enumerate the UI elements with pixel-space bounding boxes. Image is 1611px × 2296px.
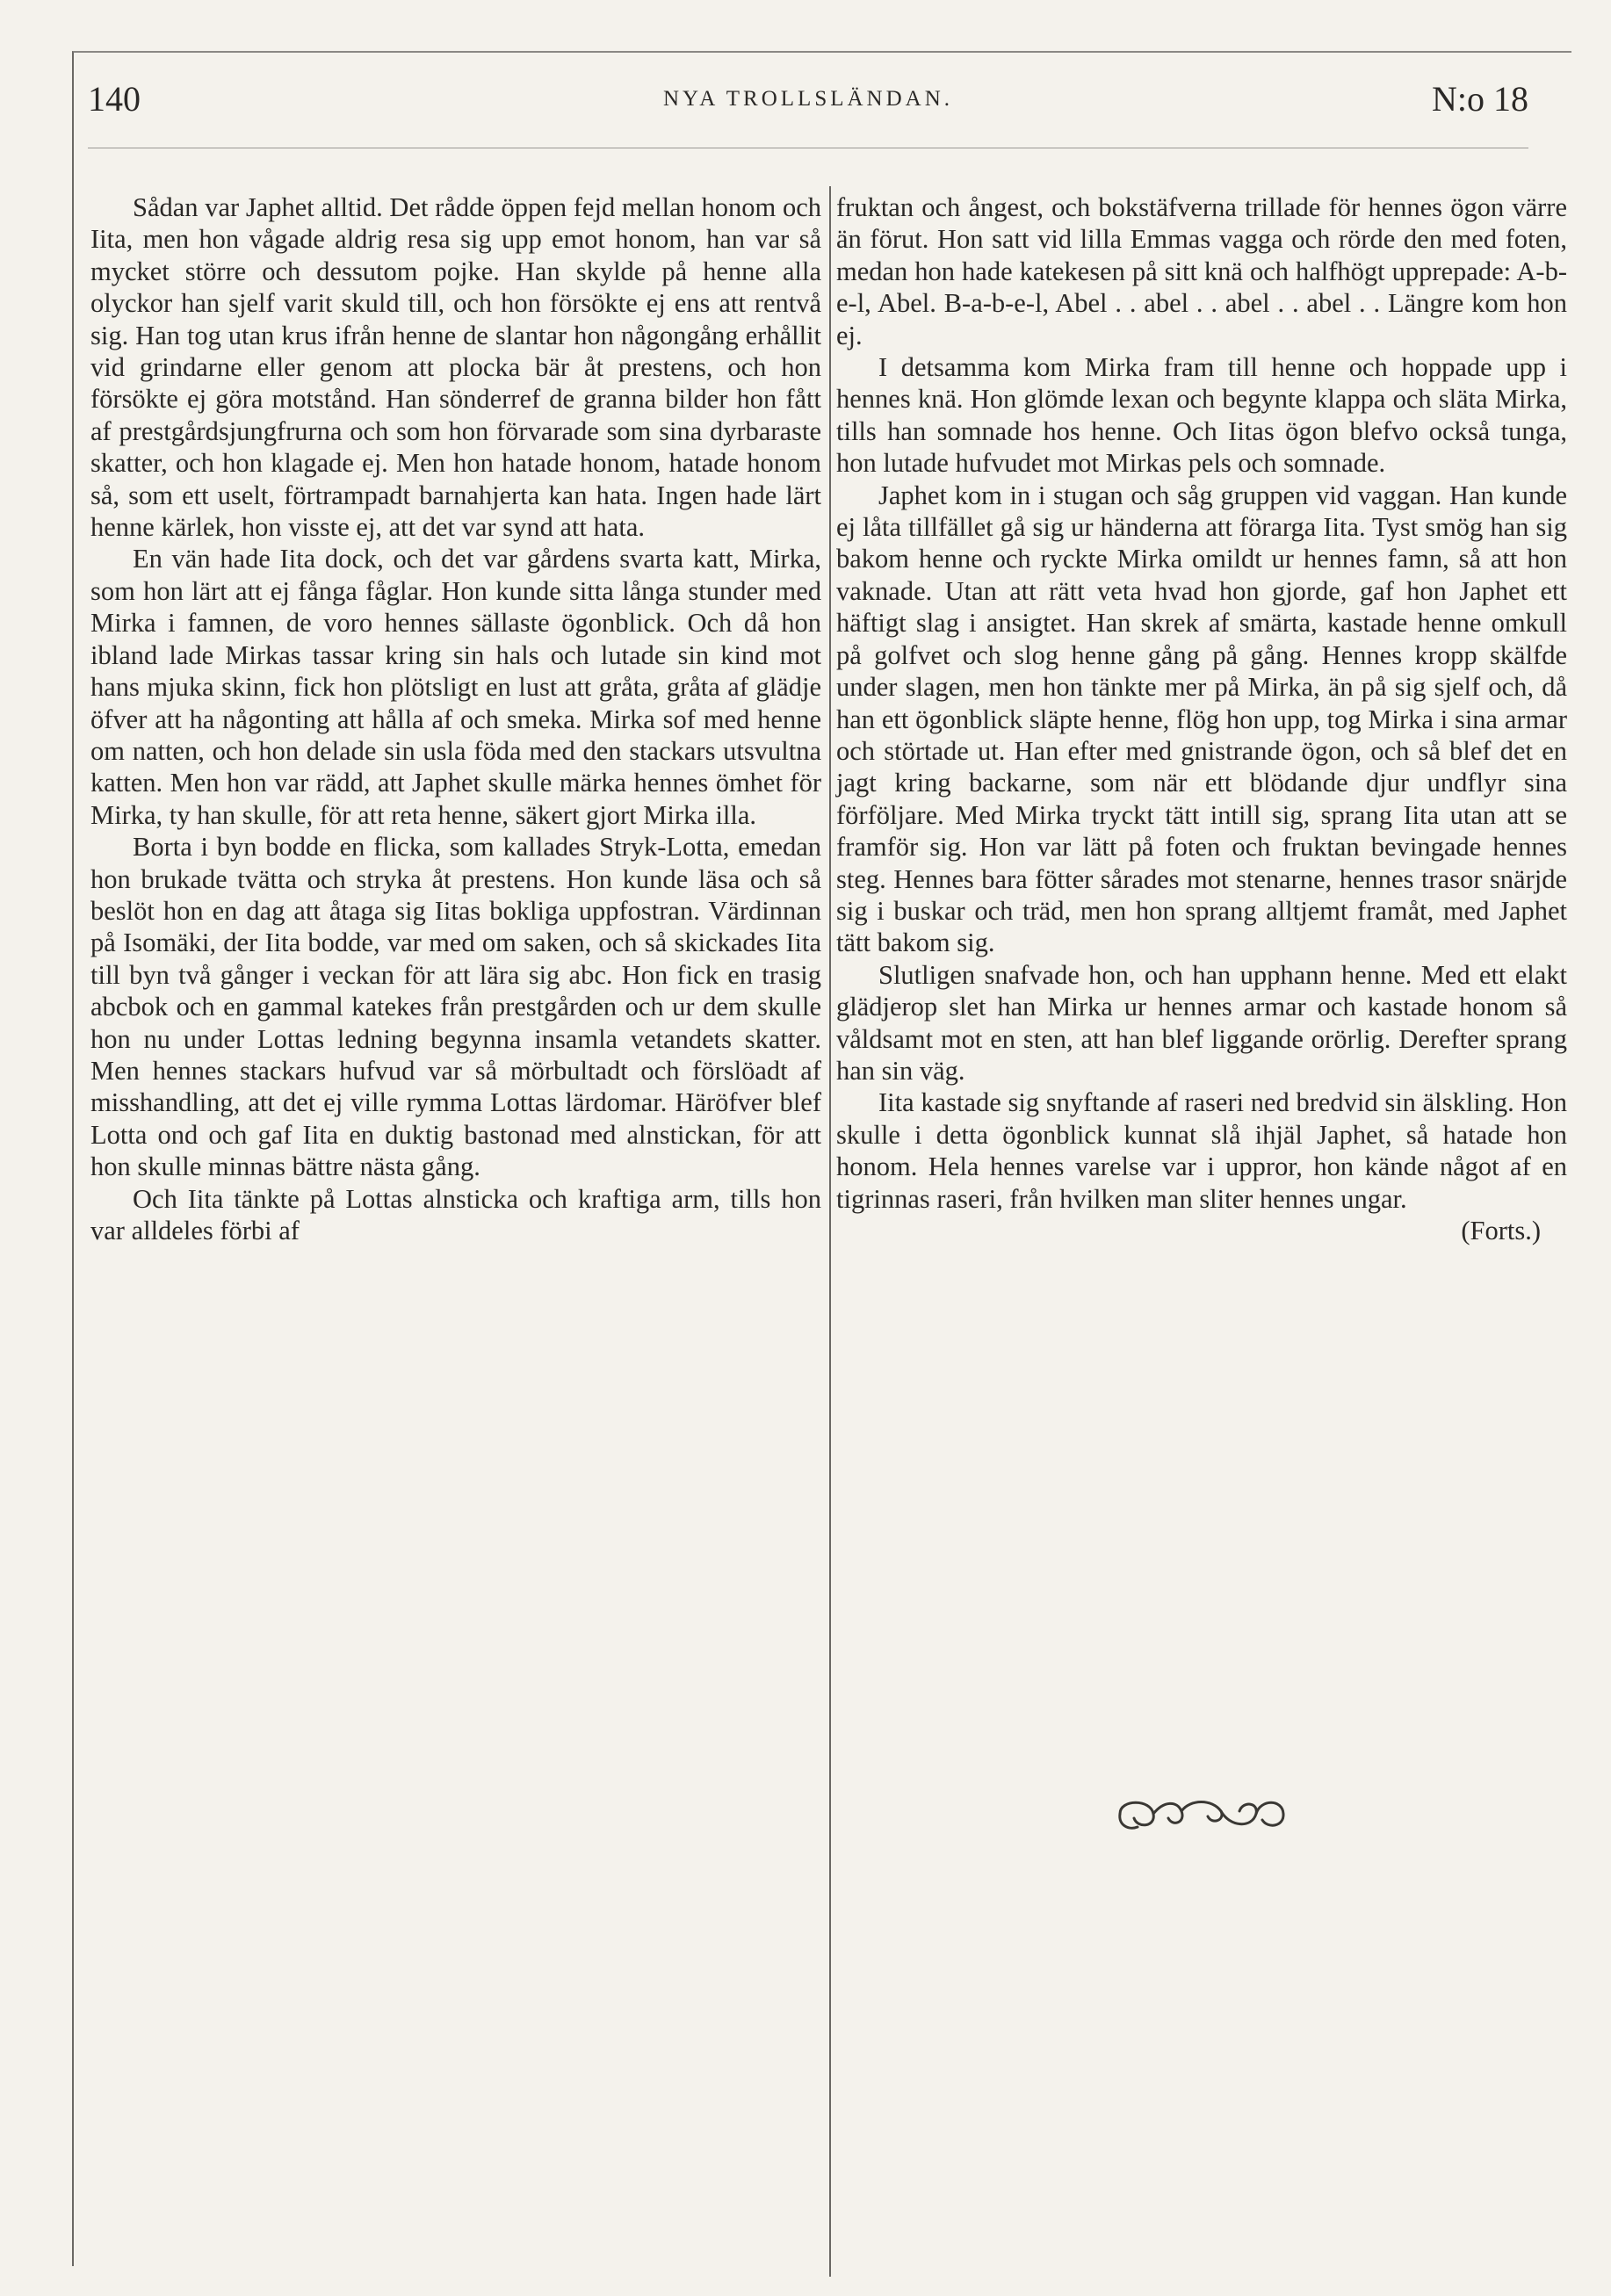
paragraph: fruktan och ångest, och bokstäfverna trillade för hennes ögon värre än förut. Hon satt vid lilla Emmas vagga och rörde den med foten, medan hon hade katekesen på sitt knä och halfhögt upprepade: A-b-e-l, Abel. B-a-b-e-l, Abel . . abel . . abel . . abel . . Längre kom hon ej. [836, 192, 1567, 350]
paragraph: Borta i byn bodde en flicka, som kallades Stryk-Lotta, emedan hon brukade tvätta och stryka åt prestens. Hon kunde läsa och så beslöt hon en dag att åtaga sig Iitas bokliga uppfostran. Värdinnan på Isomäki, der Iita bodde, var med om saken, och så skickades Iita till byn två gånger i veckan för att lära sig abc. Hon fick en trasig abcbok och en gammal katekes från prestgården och ur dem skulle hon nu under Lottas ledning begynna insamla vetandets skatter. Men hennes stackars hufvud var så mörbultadt och förslöadt af misshandling, att det ej ville rymma Lottas lärdomar. Häröfver blef Lotta ond och gaf Iita en duktig bastonad med alnstickan, för att hon skulle minnas bättre nästa gång. [90, 832, 821, 1182]
paragraph: Japhet kom in i stugan och såg gruppen vid vaggan. Han kunde ej låta tillfället gå sig ur händerna att förarga Iita. Tyst smög han sig bakom henne och ryckte Mirka omildt ur hennes famn, så att hon vaknade. Utan att rätt veta hvad hon gjorde, gaf hon Japhet ett häftigt slag i ansigtet. Han skrek af smärta, kastade henne omkull på golfvet och slog henne gång på gång. Hennes kropp skälfde under slagen, men hon tänkte mer på Mirka, än på sig sjelf och, då han ett ögonblick släpte henne, flög hon upp, tog Mirka i sina armar och störtade ut. Han efter med gnistrande ögon, och så blef det en jagt kring backarne, som när ett blödande djur undflyr sina förföljare. Med Mirka tryckt tätt intill sig, sprang Iita utan att se framför sig. Hon var lätt på foten och fruktan bevingade hennes steg. Hennes bara fötter sårades mot stenarne, hennes trasor snärjde sig i buskar och träd, men hon sprang alltjemt framåt, med Japhet tätt bakom sig. [836, 480, 1567, 958]
column-divider [829, 186, 831, 2277]
paragraph: Sådan var Japhet alltid. Det rådde öppen fejd mellan honom och Iita, men hon vågade aldrig resa sig upp emot honom, han var så mycket större och dessutom pojke. Han skylde på henne alla olyckor han sjelf varit skuld till, och hon försökte ej ens att rentvå sig. Han tog utan krus ifrån henne de slantar hon någongång erhållit vid grindarne eller genom att plocka bär åt prestens, och hon försökte ej göra motstånd. Han sönderref de granna bilder hon fått af prestgårdsjungfrurna och som hon förvarade som sina dyrbaraste skatter, och hon klagade ej. Men hon hatade honom, hatade honom så, som ett uselt, förtrampadt barnahjerta kan hata. Ingen hade lärt henne kärlek, hon visste ej, att det var synd att hata. [90, 192, 821, 543]
issue-number: N:o 18 [1432, 79, 1528, 119]
right-column [836, 191, 1567, 1246]
continued-note: (Forts.) [1461, 1216, 1541, 1245]
left-column [90, 191, 821, 1246]
paragraph: I detsamma kom Mirka fram till henne och hoppade upp i hennes knä. Hon glömde lexan och begynte klappa och släta Mirka, tills han somnade hos henne. Och Iitas ögon blefvo också tunga, hon lutade hufvudet mot Mirkas pels och somnade. [836, 352, 1567, 479]
paragraph: En vän hade Iita dock, och det var gårdens svarta katt, Mirka, som hon lärt att ej fånga fåglar. Hon kunde sitta långa stunder med Mirka i famnen, de voro hennes sällaste ögonblick. Och då hon ibland lade Mirkas tassar kring sin hals och lutade sin kind mot hans mjuka skinn, fick hon plötsligt en lust att gråta, gråta af glädje öfver att ha någonting att hålla af och smeka. Mirka sof med henne om natten, och hon delade sin usla föda med den stackars utsvultna katten. Men hon var rädd, att Japhet skulle märka hennes ömhet för Mirka, ty han skulle, för att reta henne, säkert gjort Mirka illa. [90, 544, 821, 830]
page-header [88, 69, 1528, 130]
paragraph: Slutligen snafvade hon, och han upphann henne. Med ett elakt glädjerop slet han Mirka ur hennes armar och kastade honom så våldsamt mot en sten, att han blef liggande orörlig. Derefter sprang han sin väg. [836, 959, 1567, 1086]
ornament-flourish-icon [1111, 1792, 1291, 1836]
running-title: NYA TROLLSLÄNDAN. [662, 87, 954, 111]
paragraph: Och Iita tänkte på Lottas alnsticka och kraftiga arm, tills hon var alldeles förbi af [90, 1183, 821, 1245]
page-number: 140 [88, 79, 141, 119]
paragraph: Iita kastade sig snyftande af raseri ned bredvid sin älskling. Hon skulle i detta ögonblick kunnat slå ihjäl Japhet, så hatade hon honom. Hela hennes varelse var i uppror, hon kände något af en tigrinnas raseri, från hvilken man sliter hennes ungar. [836, 1087, 1567, 1214]
